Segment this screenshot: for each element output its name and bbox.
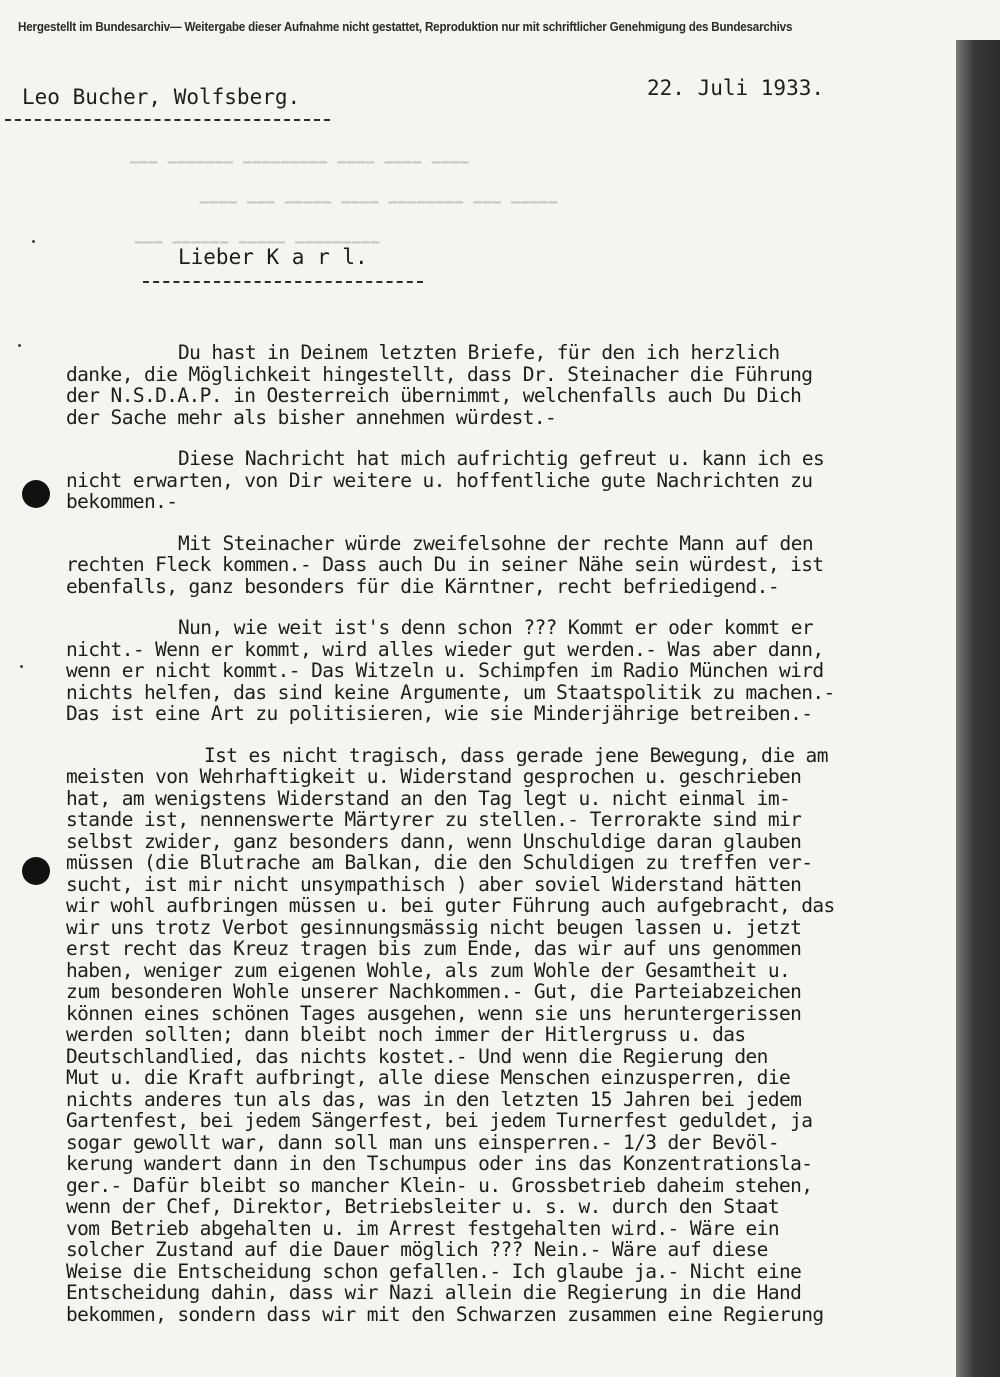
body-line: können eines schönen Tages ausgehen, wenn sie uns heruntergerissen	[66, 1001, 802, 1025]
body-line: wenn er nicht kommt.- Das Witzeln u. Schimpfen im Radio München wird	[66, 659, 824, 682]
body-line: bekommen, sondern dass wir mit den Schwarzen zusammen eine Regierung	[66, 1302, 824, 1326]
body-line: Entscheidung dahin, dass wir Nazi allein die Regierung in die Hand	[66, 1281, 802, 1304]
body-line: nichts anderes tun als das, was in den letzten 15 Jahren bei jedem	[66, 1087, 802, 1111]
body-line: zum besonderen Wohle unserer Nachkommen.- Gut, die Parteiabzeichen	[66, 980, 802, 1003]
body-line: Das ist eine Art zu politisieren, wie sie Minderjährige betreiben.-	[66, 702, 813, 725]
body-line: bekommen.-	[66, 490, 178, 513]
paragraph-3	[66, 533, 966, 598]
body-line: selbst zwider, ganz besonders dann, wenn Unschuldige daran glauben	[66, 829, 802, 853]
body-line: Nun, wie weit ist's denn schon ??? Kommt er oder kommt er	[178, 616, 813, 639]
body-line: müssen (die Blutrache am Balkan, die den Schuldigen zu treffen ver-	[66, 851, 813, 874]
body-line: vom Betrieb abgehalten u. im Arrest festgehalten wird.- Wäre ein	[66, 1216, 779, 1240]
paragraph-2	[66, 448, 966, 513]
sender-underline	[5, 119, 330, 121]
body-line: ebenfalls, ganz besonders für die Kärntner, recht befriedigend.-	[66, 574, 779, 598]
body-line: nichts helfen, das sind keine Argumente, um Staatspolitik zu machen.-	[66, 680, 835, 704]
bleed-through: ▁▁▁ ▁▁▁▁▁▁ ▁▁▁▁▁ ▁▁▁▁▁▁▁▁▁	[135, 228, 381, 244]
paragraph-4	[66, 617, 966, 725]
body-line: Gartenfest, bei jedem Sängerfest, bei jedem Turnerfest geduldet, ja	[66, 1109, 813, 1132]
body-line: sucht, ist mir nicht unsympathisch ) aber soviel Widerstand hätten	[66, 872, 802, 896]
body-line: Du hast in Deinem letzten Briefe, für den ich herzlich	[178, 341, 780, 364]
body-line: stande ist, nennenswerte Märtyrer zu stellen.- Terrorakte sind mir	[66, 808, 802, 831]
punch-hole-bottom	[22, 857, 50, 885]
body-line: solcher Zustand auf die Dauer möglich ??? Nein.- Wäre auf diese	[66, 1238, 768, 1261]
body-line: Diese Nachricht hat mich aufrichtig gefreut u. kann ich es	[178, 447, 825, 470]
letter-date: 22. Juli 1933.	[647, 76, 825, 100]
bleed-through: ▁▁▁ ▁▁▁▁▁▁▁ ▁▁▁▁▁▁▁▁▁ ▁▁▁▁ ▁▁▁▁ ▁▁▁▁	[130, 148, 470, 164]
body-line: meisten von Wehrhaftigkeit u. Widerstand gesprochen u. geschrieben	[66, 765, 802, 788]
salutation-underline	[143, 281, 423, 283]
body-line: nicht.- Wenn er kommt, wird alles wieder gut werden.- Was aber dann,	[66, 637, 824, 661]
body-line: der N.S.D.A.P. in Oesterreich übernimmt, welchenfalls auch Du Dich	[66, 384, 802, 407]
speck	[20, 665, 23, 668]
body-line: erst recht das Kreuz tragen bis zum Ende, das wir auf uns genommen	[66, 937, 802, 960]
paragraph-1	[66, 342, 966, 428]
body-line: Mit Steinacher würde zweifelsohne der rechte Mann auf den	[178, 531, 813, 555]
letter-body	[66, 342, 966, 1325]
body-line: Ist es nicht tragisch, dass gerade jene Bewegung, die am	[204, 743, 828, 767]
body-line: wir uns trotz Verbot gesinnungsmässig nicht beugen lassen u. jetzt	[66, 915, 802, 939]
body-line: hat, am wenigstens Widerstand an den Tag legt u. nicht einmal im-	[66, 786, 791, 810]
bleed-through: ▁▁▁▁ ▁▁▁ ▁▁▁▁▁ ▁▁▁▁ ▁▁▁▁▁▁▁▁ ▁▁▁ ▁▁▁▁▁	[200, 188, 559, 204]
body-line: danke, die Möglichkeit hingestellt, dass Dr. Steinacher die Führung	[66, 362, 813, 386]
body-line: der Sache mehr als bisher annehmen würdest.-	[66, 405, 557, 429]
body-line: sogar gewollt war, dann soll man uns einsperren.- 1/3 der Bevöl-	[66, 1130, 779, 1154]
body-line: Weise die Entscheidung schon gefallen.- Ich glaube ja.- Nicht eine	[66, 1259, 802, 1283]
body-line: wir wohl aufbringen müssen u. bei guter Führung auch aufgebracht, das	[66, 894, 835, 917]
paragraph-5	[66, 745, 966, 1326]
body-line: Deutschlandlied, das nichts kostet.- Und wenn die Regierung den	[66, 1044, 768, 1068]
body-line: werden sollten; dann bleibt noch immer der Hitlergruss u. das	[66, 1023, 746, 1046]
body-line: Mut u. die Kraft aufbringt, alle diese Menschen einzusperren, die	[66, 1066, 791, 1089]
body-line: nicht erwarten, von Dir weitere u. hoffentliche gute Nachrichten zu	[66, 468, 813, 492]
punch-hole-top	[22, 480, 50, 508]
body-line: ger.- Dafür bleibt so mancher Klein- u. Grossbetrieb daheim stehen,	[66, 1173, 813, 1197]
salutation: Lieber K a r l.	[178, 245, 368, 269]
archive-notice: Hergestellt im Bundesarchiv— Weitergabe dieser Aufnahme nicht gestattet, Reproduktion nur mit schriftlicher Genehmigung des Bundesarchivs	[18, 20, 793, 34]
body-line: kerung wandert dann in den Tschumpus oder ins das Konzentrationsla-	[66, 1152, 813, 1175]
body-line: wenn der Chef, Direktor, Betriebsleiter u. s. w. durch den Staat	[66, 1195, 779, 1218]
body-line: haben, weniger zum eigenen Wohle, als zum Wohle der Gesamtheit u.	[66, 958, 791, 982]
sender-line: Leo Bucher, Wolfsberg.	[22, 85, 301, 109]
body-line: rechten Fleck kommen.- Dass auch Du in seiner Nähe sein würdest, ist	[66, 553, 824, 576]
speck	[18, 344, 21, 347]
speck	[32, 240, 35, 243]
